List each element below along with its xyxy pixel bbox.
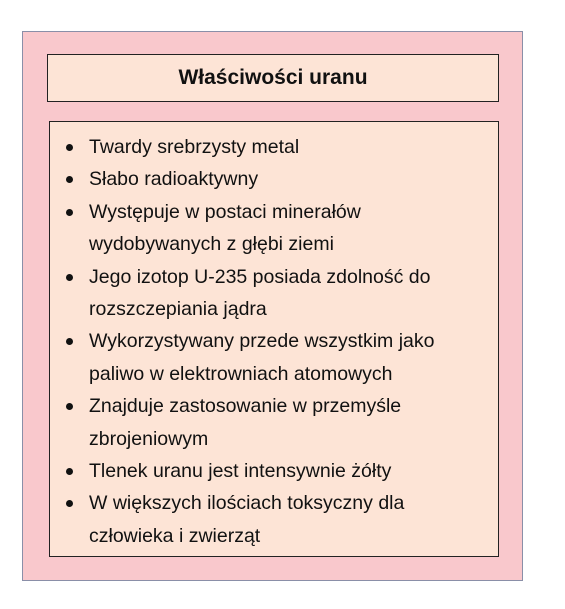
bullet-icon (66, 209, 73, 216)
page-title: Właściwości uranu (178, 66, 368, 89)
properties-box (49, 121, 499, 557)
title-box (47, 54, 499, 102)
list-item-text: Jego izotop U-235 posiada zdolność do rozszczepiania jądra (89, 265, 431, 321)
list-item (50, 131, 498, 163)
list-item-text: W większych ilościach toksyczny dla człowieka i zwierząt (89, 492, 405, 547)
bullet-icon (66, 144, 73, 151)
list-item (50, 163, 498, 195)
bullet-icon (66, 468, 73, 475)
list-item-text: Tlenek uranu jest intensywnie żółty (89, 460, 392, 483)
bullet-icon (66, 500, 73, 507)
list-item (50, 196, 498, 261)
bullet-icon (66, 403, 73, 410)
list-item (50, 261, 498, 326)
list-item-text: Słabo radioaktywny (89, 168, 259, 191)
bullet-icon (66, 176, 73, 183)
bullet-icon (66, 274, 73, 281)
list-item (50, 390, 498, 455)
list-item-text: Występuje w postaci minerałów wydobywanych z głębi ziemi (89, 200, 361, 256)
list-item (50, 487, 498, 552)
list-item (50, 455, 498, 487)
properties-list (50, 131, 498, 552)
list-item-text: Wykorzystywany przede wszystkim jako paliwo w elektrowniach atomowych (89, 330, 435, 385)
list-item-text: Znajduje zastosowanie w przemyśle zbrojeniowym (89, 395, 402, 450)
info-panel (22, 31, 523, 581)
bullet-icon (66, 338, 73, 345)
list-item-text: Twardy srebrzysty metal (89, 136, 300, 158)
list-item (50, 325, 498, 390)
